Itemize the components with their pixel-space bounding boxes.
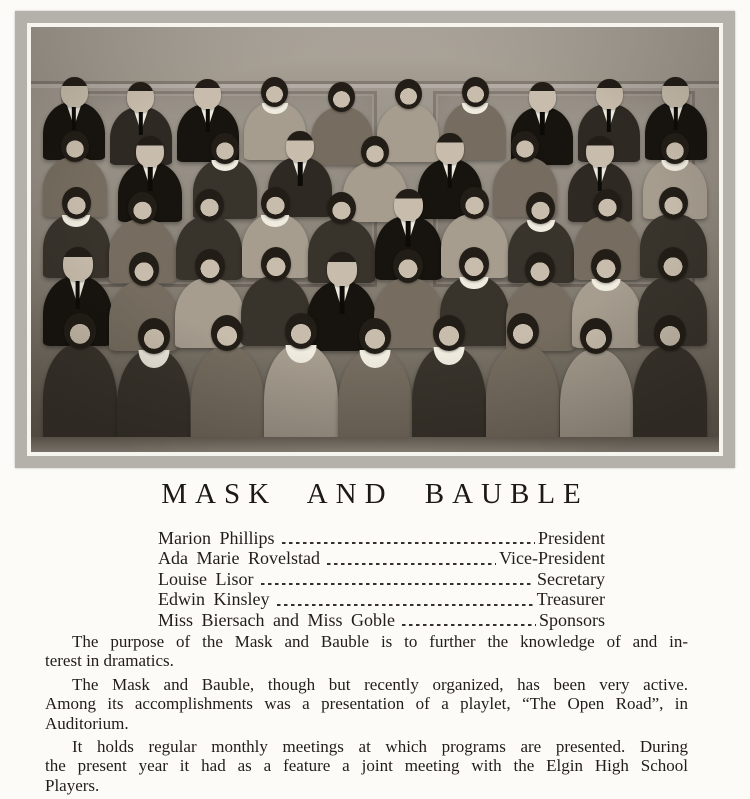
page-title: MASK AND BAUBLE	[161, 478, 589, 510]
person-head	[586, 136, 614, 167]
person-torso	[338, 349, 412, 451]
person-torso	[633, 346, 707, 448]
person-head	[654, 315, 686, 351]
people-layer	[31, 27, 719, 452]
officer-role: Secretary	[537, 568, 605, 589]
person	[117, 318, 191, 451]
person	[412, 315, 486, 448]
person-head	[194, 79, 221, 109]
person-head	[459, 247, 489, 281]
paragraph-3	[45, 737, 688, 795]
person-head	[211, 315, 243, 351]
person	[264, 313, 338, 446]
officer-role: Treasurer	[536, 589, 605, 610]
officer-name: Miss Biersach and Miss Goble	[158, 609, 395, 630]
officer-name: Ada Marie Rovelstad	[158, 548, 320, 569]
officer-row	[158, 548, 605, 568]
dotted-leader	[282, 542, 535, 544]
person-torso	[117, 349, 191, 451]
person-head	[261, 247, 291, 281]
person-torso	[412, 346, 486, 448]
officer-row	[158, 589, 605, 609]
person	[560, 318, 634, 451]
officer-role: Sponsors	[538, 609, 605, 630]
person-head	[127, 82, 154, 112]
person-head	[359, 318, 391, 354]
person-torso	[43, 344, 117, 446]
club-photograph	[31, 27, 719, 452]
officer-row	[158, 528, 605, 548]
person-head	[529, 82, 556, 112]
dotted-leader	[402, 624, 536, 626]
person-head	[195, 189, 224, 221]
person-head	[596, 79, 623, 109]
person-head	[395, 79, 422, 109]
person-head	[138, 318, 170, 354]
person-head	[63, 247, 93, 281]
officer-row	[158, 610, 605, 630]
officer-row	[158, 569, 605, 589]
officer-role: Vice-President	[499, 548, 605, 569]
dotted-leader	[327, 563, 496, 565]
text-line: Among its accomplishments was a presentation of a playlet, “The Open Road”, in	[45, 694, 688, 714]
person-head	[195, 249, 225, 283]
studio-floor	[31, 437, 719, 452]
person-head	[662, 77, 689, 107]
text-line: the present year it had as a feature a joint meeting with the Elgin High School	[45, 756, 688, 776]
person-head	[436, 133, 464, 164]
text-line: Players.	[45, 775, 100, 795]
person	[191, 315, 265, 448]
photo-mat	[27, 23, 723, 456]
person-head	[433, 315, 465, 351]
person-head	[361, 136, 389, 167]
person-torso	[264, 344, 338, 446]
person-head	[61, 77, 88, 107]
paragraph-1	[45, 632, 688, 671]
description-text	[45, 632, 688, 799]
person	[633, 315, 707, 448]
person-head	[328, 82, 355, 112]
officer-list	[158, 528, 605, 630]
person-head	[129, 252, 159, 286]
text-line: Auditorium.	[45, 713, 129, 733]
person-head	[593, 189, 622, 221]
text-line: It holds regular monthly meetings at which programs are presented. During	[72, 737, 688, 757]
person	[486, 313, 560, 446]
dotted-leader	[277, 604, 534, 606]
person	[43, 313, 117, 446]
officer-name: Edwin Kinsley	[158, 589, 270, 610]
person-head	[62, 187, 91, 219]
person-head	[511, 131, 539, 162]
person-head	[286, 131, 314, 162]
person-head	[525, 252, 555, 286]
officer-role: President	[538, 528, 605, 548]
text-line: The Mask and Bauble, though but recently organized, has been very active.	[72, 674, 688, 694]
person-head	[327, 252, 357, 286]
person-head	[394, 189, 423, 221]
person-head	[591, 249, 621, 283]
person-head	[64, 313, 96, 349]
officer-name: Marion Phillips	[158, 528, 275, 548]
person-torso	[486, 344, 560, 446]
person	[338, 318, 412, 451]
person-head	[462, 77, 489, 107]
person-head	[393, 249, 423, 283]
person-head	[580, 318, 612, 354]
club-photo-frame	[15, 11, 735, 468]
text-line: The purpose of the Mask and Bauble is to further the knowledge of and in-	[72, 632, 688, 651]
person-head	[507, 313, 539, 349]
person-head	[136, 136, 164, 167]
text-line: terest in dramatics.	[45, 651, 174, 671]
dotted-leader	[261, 583, 535, 585]
officer-name: Louise Lisor	[158, 568, 254, 589]
person-head	[285, 313, 317, 349]
paragraph-2	[45, 675, 688, 733]
person-torso	[560, 349, 634, 451]
person-torso	[191, 346, 265, 448]
person-head	[661, 133, 689, 164]
person-head	[658, 247, 688, 281]
